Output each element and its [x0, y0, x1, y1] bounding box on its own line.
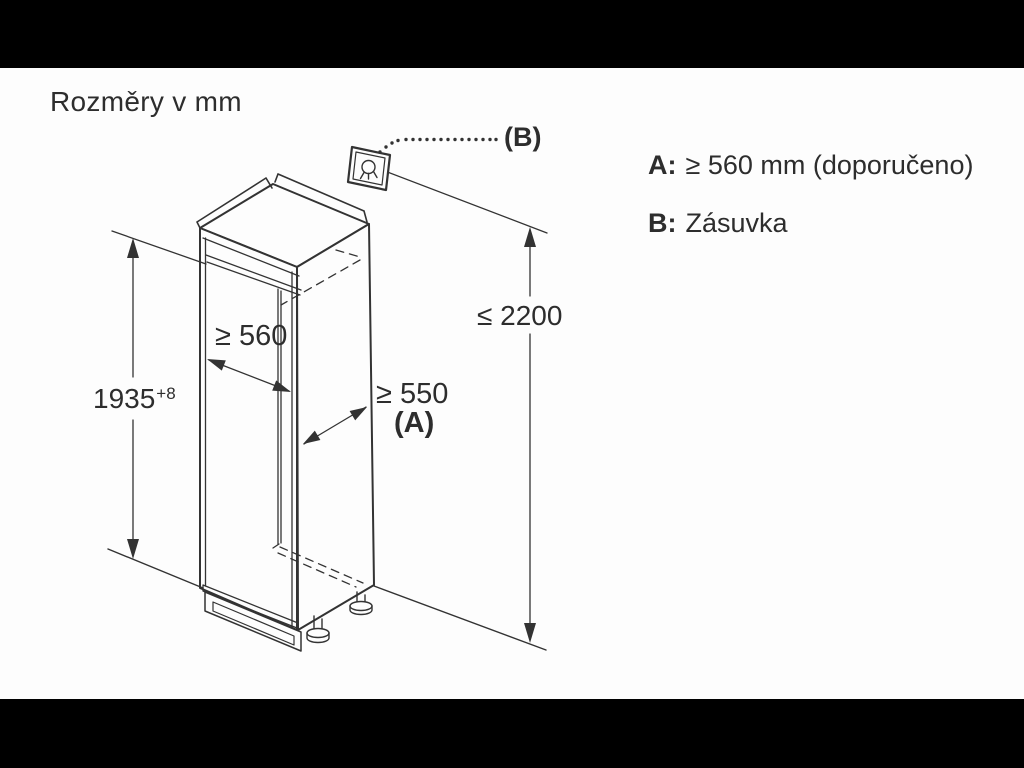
dim-niche-height-value: 1935: [93, 383, 156, 414]
dim-niche-width-label: ≥ 560: [215, 320, 288, 352]
legend: [648, 150, 973, 266]
legend-item-a: [648, 150, 973, 181]
cabinet-outline: [197, 174, 374, 630]
dim-niche-depth-ref-label: (A): [394, 407, 435, 439]
dim-niche-height-tolerance: +8: [156, 384, 176, 403]
legend-key-a: A:: [648, 150, 677, 180]
legend-item-b: [648, 208, 973, 239]
page-title: Rozměry v mm: [50, 86, 242, 117]
dim-niche-height-label: [93, 383, 176, 415]
legend-text-a: ≥ 560 mm (doporučeno): [685, 150, 974, 180]
dim-niche-depth-label: ≥ 550: [376, 378, 449, 410]
dim-max-height-label: ≤ 2200: [477, 300, 563, 331]
legend-text-b: Zásuvka: [685, 208, 788, 238]
legend-key-b: B:: [648, 208, 677, 238]
power-socket-icon: [348, 147, 390, 190]
socket-leader-dots: [378, 138, 497, 154]
dim-socket-ref-label: (B): [504, 122, 542, 152]
